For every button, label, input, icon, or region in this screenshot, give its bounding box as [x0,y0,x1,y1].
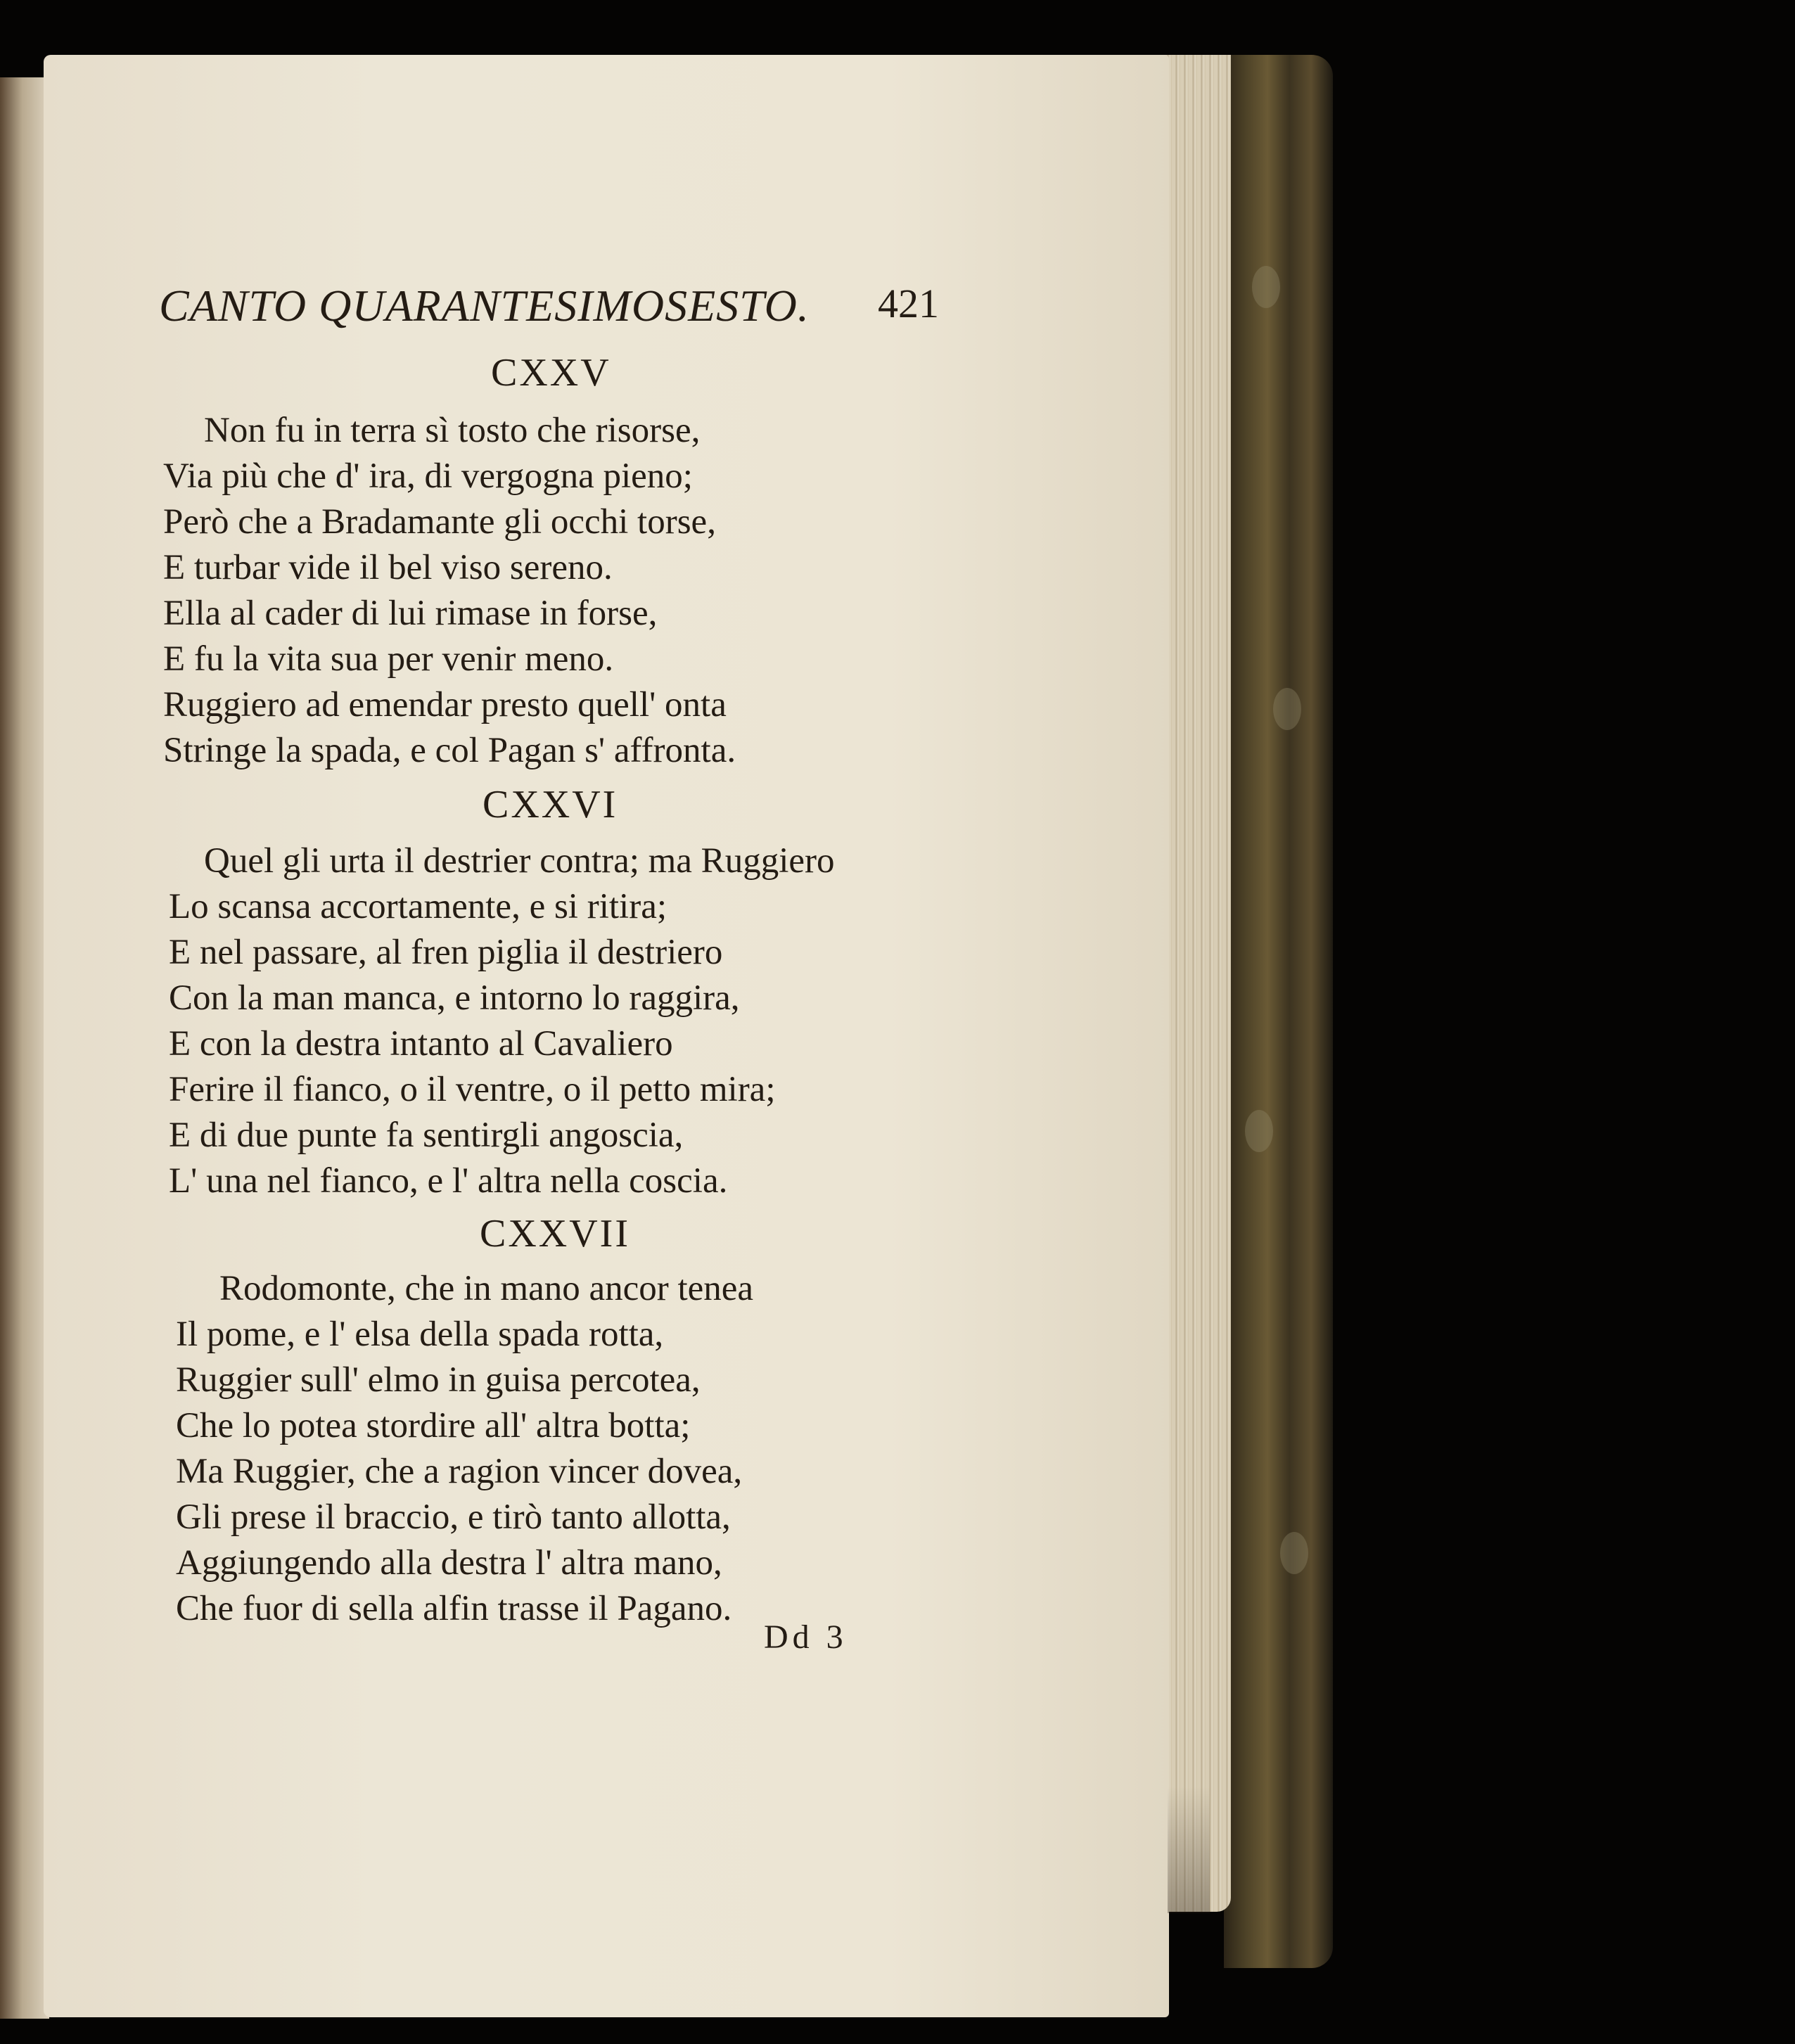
verse-line: Rodomonte, che in mano ancor tenea [219,1269,754,1308]
verse-line: Ma Ruggier, che a ragion vincer dovea, [176,1452,743,1491]
verse-line: Che fuor di sella alfin trasse il Pagano. [176,1589,732,1628]
running-title: CANTO QUARANTESIMOSESTO. [159,281,810,331]
verse-line: Gli prese il braccio, e tirò tanto allotta, [176,1497,731,1537]
verse-line: L' una nel fianco, e l' altra nella coscia. [169,1161,728,1201]
verse-line: E turbar vide il bel viso sereno. [163,548,613,587]
verse-line: Con la man manca, e intorno lo raggira, [169,978,740,1018]
verse-line: E con la destra intanto al Cavaliero [169,1024,673,1063]
stanza-number: CXXV [491,351,611,395]
verse-line: Ferire il fianco, o il ventre, o il petto mira; [169,1070,776,1109]
stanza-number: CXXVII [480,1212,630,1256]
verse-line: Il pome, e l' elsa della spada rotta, [176,1315,664,1354]
page-number: 421 [878,281,939,326]
verse-line: Aggiungendo alla destra l' altra mano, [176,1543,722,1583]
verse-line: E nel passare, al fren piglia il destriero [169,933,723,972]
verse-line: Quel gli urta il destrier contra; ma Ruggiero [204,841,835,881]
verse-line: E di due punte fa sentirgli angoscia, [169,1116,684,1155]
verse-line: Che lo potea stordire all' altra botta; [176,1406,691,1445]
verse-line: Ruggier sull' elmo in guisa percotea, [176,1360,701,1400]
verse-line: Stringe la spada, e col Pagan s' affronta. [163,731,736,770]
signature-mark: Dd 3 [764,1618,848,1656]
verse-line: Non fu in terra sì tosto che risorse, [204,411,701,450]
verse-line: Lo scansa accortamente, e si ritira; [169,887,667,926]
verse-line: E fu la vita sua per venir meno. [163,639,614,679]
verse-line: Ella al cader di lui rimase in forse, [163,594,658,633]
verse-line: Però che a Bradamante gli occhi torse, [163,502,716,542]
verse-line: Via più che d' ira, di vergogna pieno; [163,456,693,496]
stanza-number: CXXVI [483,783,618,826]
verse-line: Ruggiero ad emendar presto quell' onta [163,685,727,724]
